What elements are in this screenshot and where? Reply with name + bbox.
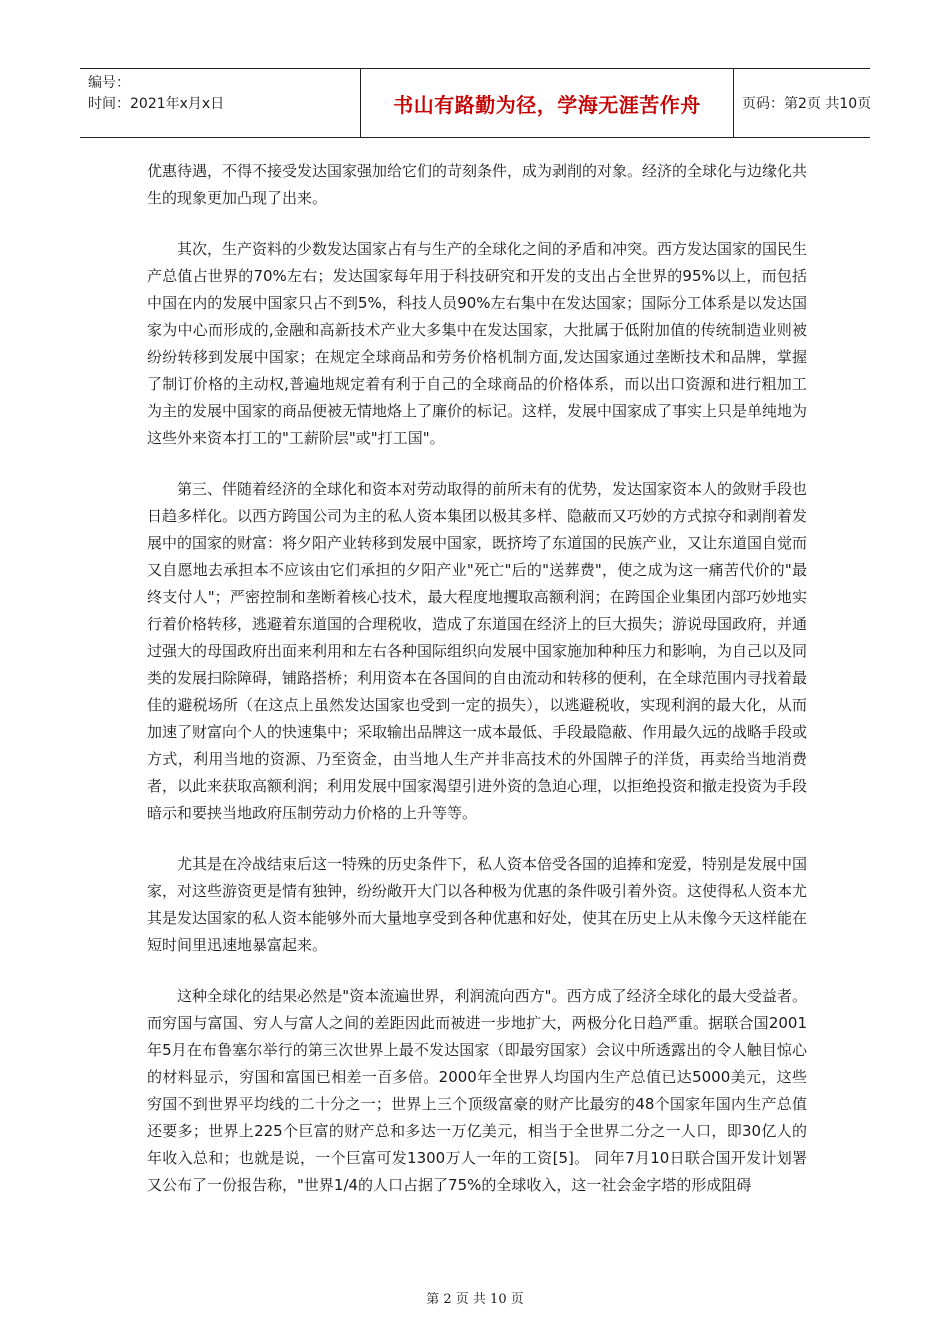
footer-page-number: 第 2 页 共 10 页 (426, 1292, 524, 1307)
paragraph: 优惠待遇，不得不接受发达国家强加给它们的苛刻条件，成为剥削的对象。经济的全球化与边缘化共生的现象更加凸现了出来。 (147, 162, 808, 207)
paragraph: 其次，生产资料的少数发达国家占有与生产的全球化之间的矛盾和冲突。西方发达国家的国民生产总值占世界的70%左右；发达国家每年用于科技研究和开发的支出占全世界的95%以上，而包括中国在内的发展中国家只占不到5%，科技人员90%左右集中在发达国家；国际分工体系是以发达国家为中心而形成的,金融和高新技术产业大多集中在发达国家，大批属于低附加值的传统制造业则被纷纷转移到发展中国家；在规定全球商品和劳务价格机制方面,发达国家通过垄断技术和品牌，掌握了制订价格的主动权,普遍地规定着有利于自己的全球商品的价格体系，而以出口资源和进行粗加工为主的发展中国家的商品便被无情地烙上了廉价的标记。这样，发展中国家成了事实上只是单纯地为这些外来资本打工的"工薪阶层"或"打工国"。 (147, 240, 808, 447)
page-info-text: 页码：第2页 共10页 (742, 96, 872, 112)
paragraph: 这种全球化的结果必然是"资本流遍世界，利润流向西方"。西方成了经济全球化的最大受益者。而穷国与富国、穷人与富人之间的差距因此而被进一步地扩大，两极分化日趋严重。据联合国2001年5月在布鲁塞尔举行的第三次世界上最不发达国家（即最穷国家）会议中所透露出的令人触目惊心的材料显示，穷国和富国已相差一百多倍。2000年全世界人均国内生产总值已达5000美元，这些穷国不到世界平均线的二十分之一；世界上三个顶级富豪的财产比最穷的48个国家年国内生产总值还要多；世界上225个巨富的财产总和多达一万亿美元，相当于全世界二分之一人口，即30亿人的年收入总和；也就是说，一个巨富可发1300万人一年的工资[5]。 同年7月10日联合国开发计划署又公布了一份报告称，"世界1/4的人口占据了75%的全球收入，这一社会金字塔的形成阻碍 (147, 987, 807, 1194)
page-header (80, 68, 870, 138)
document-date: 时间：2021年x月x日 (88, 96, 225, 112)
motto-text: 书山有路勤为径，学海无涯苦作舟 (393, 92, 701, 117)
document-body (147, 158, 807, 1223)
header-page-info (742, 69, 870, 137)
header-motto-cell (360, 69, 734, 137)
header-meta (88, 73, 358, 133)
document-number: 编号： (88, 75, 130, 91)
paragraph: 尤其是在冷战结束后这一特殊的历史条件下，私人资本倍受各国的追捧和宠爱，特别是发展中国家，对这些游资更是情有独钟，纷纷敞开大门以各种极为优惠的条件吸引着外资。这使得私人资本尤其是发达国家的私人资本能够外而大量地享受到各种优惠和好处，使其在历史上从未像今天这样能在短时间里迅速地暴富起来。 (147, 855, 808, 954)
page-footer (0, 1288, 950, 1307)
paragraph: 第三、伴随着经济的全球化和资本对劳动取得的前所未有的优势，发达国家资本人的敛财手段也日趋多样化。以西方跨国公司为主的私人资本集团以极其多样、隐蔽而又巧妙的方式掠夺和剥削着发展中的国家的财富：将夕阳产业转移到发展中国家，既挤垮了东道国的民族产业，又让东道国自觉而又自愿地去承担本不应该由它们承担的夕阳产业"死亡"后的"送葬费"，使之成为这一痛苦代价的"最终支付人"；严密控制和垄断着核心技术，最大程度地攫取高额利润；在跨国企业集团内部巧妙地实行着价格转移，逃避着东道国的合理税收，造成了东道国在经济上的巨大损失；游说母国政府，并通过强大的母国政府出面来利用和左右各种国际组织向发展中国家施加种种压力和影响，为自己以及同类的发展扫除障碍，铺路搭桥；利用资本在各国间的自由流动和转移的便利，在全球范围内寻找着最佳的避税场所（在这点上虽然发达国家也受到一定的损失），以逃避税收，实现利润的最大化，从而加速了财富向个人的快速集中；采取输出品牌这一成本最低、手段最隐蔽、作用最久远的战略手段或方式，利用当地的资源、乃至资金，由当地人生产并非高技术的外国牌子的洋货，再卖给当地消费者，以此来获取高额利润；利用发展中国家渴望引进外资的急迫心理，以拒绝投资和撤走投资为手段暗示和要挟当地政府压制劳动力价格的上升等等。 (147, 480, 808, 822)
